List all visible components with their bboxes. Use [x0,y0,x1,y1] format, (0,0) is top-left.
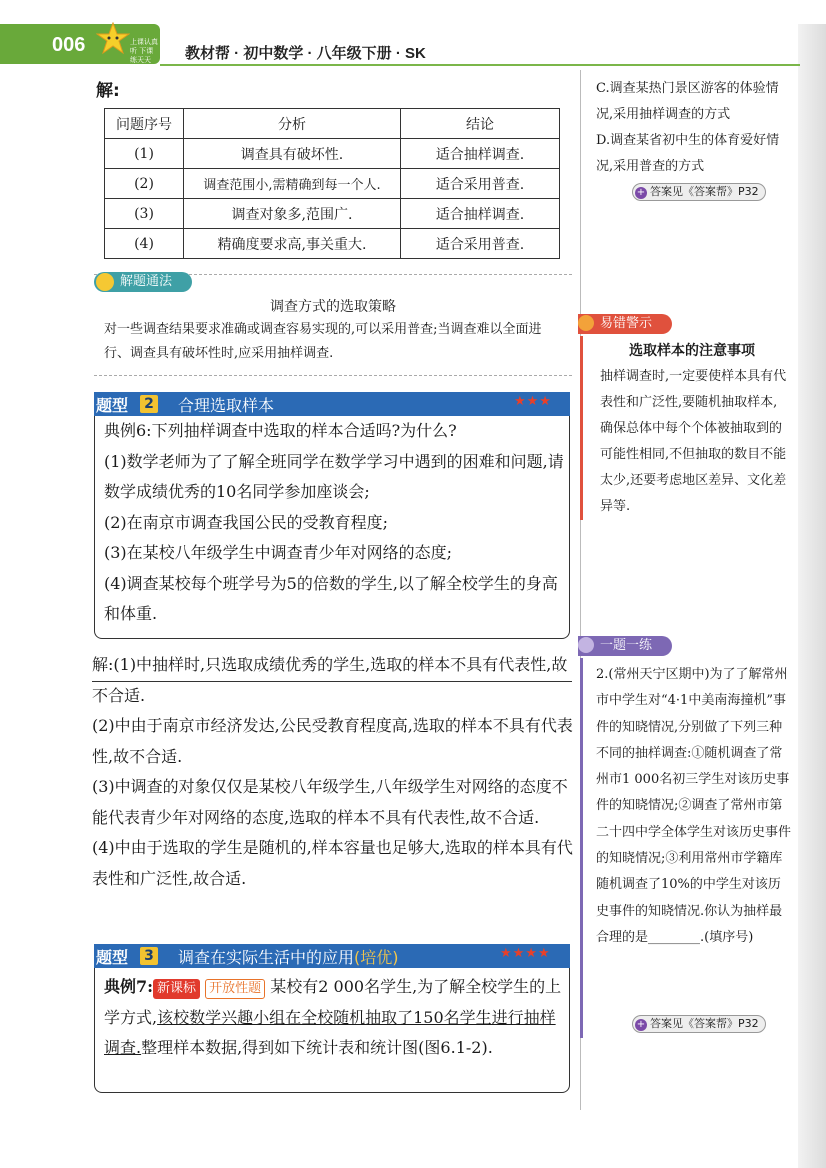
answer-link[interactable] [632,1012,766,1033]
option-c: C.调查某热门景区游客的体验情况,采用抽样调查的方式 [596,81,779,122]
right-options [596,76,788,180]
practice-body: 2.(常州天宁区期中)为了了解常州市中学生对“4·1中美南海撞机”事件的知晓情况,分别做了下列三种不同的抽样调查:①随机调查了常州市1 000名初三学生对该历史事件的知晓情况;②调查了常州市第二十四中学全体学生对该历史事件的知晓情况;③利用常州市学籍库随机调查了10%的中学生对该历史事件的知晓情况.你认为抽样最合理的是________.(填序号) [596,667,792,945]
table-cell: (2) [105,169,184,199]
table-cell: (1) [105,139,184,169]
solution2-item: (4)中由于选取的学生是随机的,样本容量也足够大,选取的样本具有代表性和广泛性,故合适. [92,838,573,888]
table-header: 分析 [184,109,401,139]
answer-pill[interactable] [632,183,766,201]
table-cell: 适合采用普查. [401,229,560,259]
header-title: 教材帮 · 初中数学 · 八年级下册 · SK [185,45,426,62]
example6-text [104,416,566,630]
method-tag: 解题通法 [94,272,192,292]
type3-title [178,945,399,968]
table-cell: (4) [105,229,184,259]
star-mascot-icon [96,22,130,56]
example7-underlined: 该校数学兴趣小组在全校随机抽取了150名学生进行抽样调查. [104,1007,556,1057]
star-icon [578,637,594,653]
warning-title: 选取样本的注意事项 [629,343,755,359]
table-row [105,199,560,229]
solution2-text [92,650,576,894]
table-cell: (3) [105,199,184,229]
type2-number: 2 [140,395,158,413]
warning-icon [578,315,594,331]
example6-item: (2)在南京市调查我国公民的受教育程度; [104,512,389,532]
warning-bar [580,336,583,520]
table-cell: 调查对象多,范围广. [184,199,401,229]
answer-pill[interactable] [632,1015,766,1033]
answer-link[interactable] [632,180,766,201]
type3-label: 题型 [96,948,129,967]
solution2-item: (2)中由于南京市经济发达,公民受教育程度高,选取的样本不具有代表性,故不合适. [92,716,573,766]
table-row [105,139,560,169]
table-row [105,169,560,199]
table-header: 结论 [401,109,560,139]
type3-tag: (培优) [354,948,399,967]
example6-question: 典例6:下列抽样调查中选取的样本合适吗?为什么? [104,421,457,440]
warning-tag: 易错警示 [578,314,672,334]
practice-bar [580,658,583,1038]
example6-item: (4)调查某校每个班学号为5的倍数的学生,以了解全校学生的身高和体重. [104,573,558,623]
new-standard-badge: 新课标 [153,979,200,999]
method-title: 调查方式的选取策略 [270,299,396,315]
page-number: 006 [52,34,86,56]
header-rule [160,64,800,66]
table-cell: 精确度要求高,事关重大. [184,229,401,259]
type2-name: 合理选取样本 [178,396,275,415]
solution2-item: 解:(1)中抽样时,只选取成绩优秀的学生,选取的样本不具有代表性,故不合适. [92,655,568,705]
table-cell: 调查范围小,需精确到每一个人. [184,169,401,199]
example7-prefix: 典例7: [104,977,154,996]
difficulty-stars: ★★★★ [500,946,551,961]
answer-link-label: 答案见《答案帮》P32 [650,185,759,198]
lightbulb-icon [96,273,114,291]
example7-text [104,972,566,1064]
table-row [105,229,560,259]
example7-text-part: 整理样本数据,得到如下统计表和统计图(图6.1-2). [141,1038,493,1057]
solution-label: 解: [96,81,120,101]
example6-item: (3)在某校八年级学生中调查青少年对网络的态度; [104,543,453,562]
example7-text-part: 某校有2 000名学生,为了解全校学生的上学方式, [104,977,562,1027]
type2-header-bar [94,392,570,416]
table-cell: 适合抽样调查. [401,199,560,229]
table-cell: 调查具有破坏性. [184,139,401,169]
type3-name: 调查在实际生活中的应用 [178,948,355,967]
page-edge [798,24,826,1168]
plus-icon: + [636,187,646,198]
option-d: D.调查某省初中生的体育爱好情况,采用普查的方式 [596,133,780,174]
answer-link-label: 答案见《答案帮》P32 [650,1017,759,1030]
table-header: 问题序号 [105,109,184,139]
header-slogan: 上课认真听 下课练天天 [130,38,158,64]
table-cell: 适合抽样调查. [401,139,560,169]
analysis-table [104,108,560,259]
open-question-badge: 开放性题 [205,979,265,999]
practice-tag: 一题一练 [578,636,672,656]
plus-icon: + [636,1019,646,1030]
method-body: 对一些调查结果要求准确或调查容易实现的,可以采用普查;当调查难以全面进行、调查具有破坏性时,应采用抽样调查. [104,322,542,361]
type2-label: 题型 [96,396,129,415]
table-header-row [105,109,560,139]
difficulty-stars: ★★★ [514,394,552,409]
warning-body: 抽样调查时,一定要使样本具有代表性和广泛性,要随机抽取样本,确保总体中每个个体被抽取到的可能性相同,不但抽取的数目不能太少,还要考虑地区差异、文化差异等. [600,369,787,514]
solution2-item: (3)中调查的对象仅仅是某校八年级学生,八年级学生对网络的态度不能代表青少年对网络的态度,选取的样本不具有代表性,故不合适. [92,777,568,827]
table-cell: 适合采用普查. [401,169,560,199]
type3-number: 3 [140,947,158,965]
example6-item: (1)数学老师为了了解全班同学在数学学习中遇到的困难和问题,请数学成绩优秀的10名同学参加座谈会; [104,451,564,501]
